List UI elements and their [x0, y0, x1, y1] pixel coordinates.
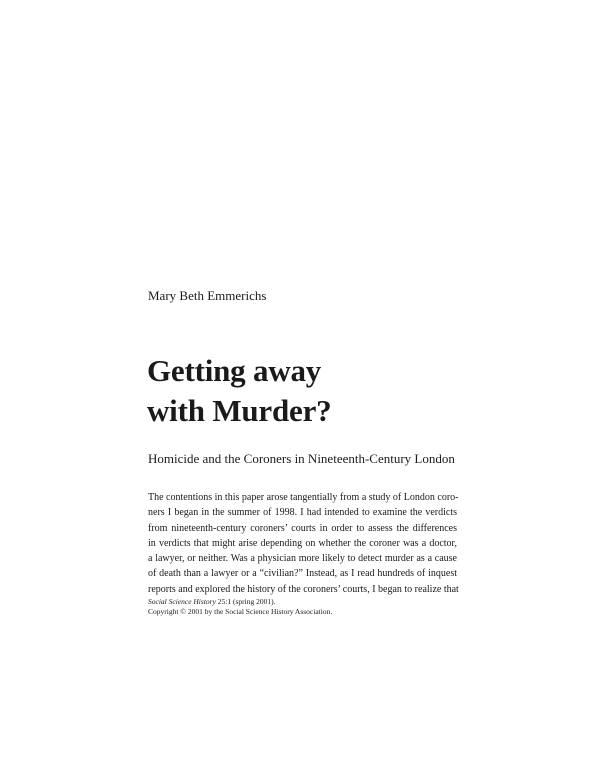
body-paragraph [148, 490, 457, 597]
body-line: from nineteenth-century coroners’ courts in order to assess the differences [148, 522, 457, 534]
body-line: in verdicts that might arise depending on whether the coroner was a doctor, [148, 537, 457, 549]
title-line-1: Getting away [147, 353, 322, 388]
citation-details: 25:1 (spring 2001). [215, 597, 276, 606]
copyright-notice: Copyright © 2001 by the Social Science History Association. [148, 607, 333, 616]
journal-name: Social Science History [148, 597, 216, 606]
body-line: The contentions in this paper arose tangentially from a study of London coro- [148, 492, 459, 503]
publication-footnote [148, 597, 332, 617]
body-line: of death than a lawyer or a “civilian?” Instead, as I read hundreds of inquest [148, 568, 457, 580]
body-line: reports and explored the history of the coroners’ courts, I began to realize that [148, 583, 459, 595]
author-name: Mary Beth Emmerichs [148, 288, 267, 303]
title-line-2: with Murder? [147, 393, 332, 428]
body-line: ners I began in the summer of 1998. I had intended to examine the verdicts [148, 507, 457, 519]
body-line: a lawyer, or neither. Was a physician more likely to detect murder as a cause [148, 553, 457, 565]
journal-citation [148, 597, 332, 607]
article-title [147, 351, 331, 431]
article-subtitle: Homicide and the Coroners in Nineteenth-Century London [148, 451, 455, 466]
